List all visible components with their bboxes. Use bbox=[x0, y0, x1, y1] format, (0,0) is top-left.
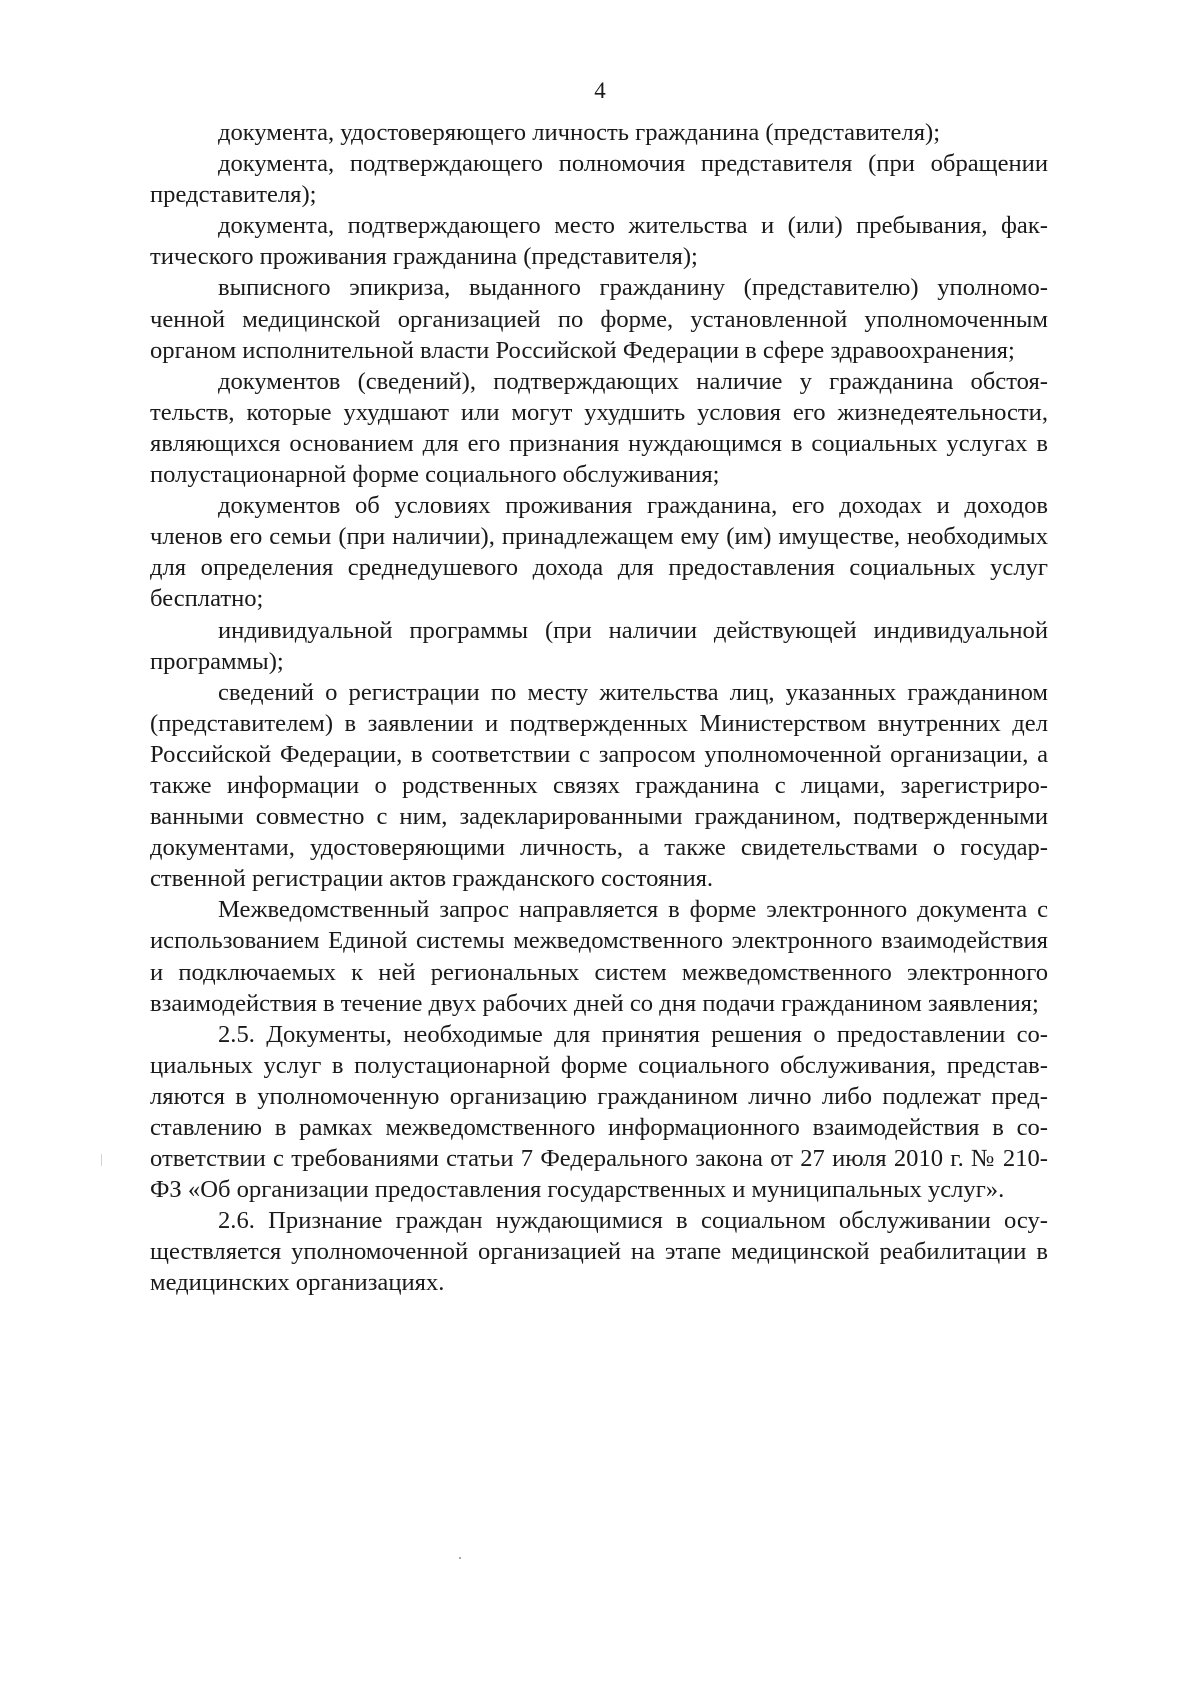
paragraph-section-2-6: 2.6. Признание граждан нуждающимися в социальном обслуживании осуществляется уполномоченной организацией на этапе медицинской реабилитации в медицинских организациях. bbox=[150, 1207, 1048, 1297]
scan-speck bbox=[459, 1557, 461, 1559]
paragraph-interagency-request: Межведомственный запрос направляется в форме электронного документа с использованием Единой системы межведомственного электронного взаимодействия и подключаемых к ней региональных систем межведомственного электронного взаимодействия в течение двух рабочих дней со дня подачи гражданином заявления; bbox=[150, 896, 1048, 1017]
paragraph-section-2-5: 2.5. Документы, необходимые для принятия решения о предоставлении социальных услуг в полустационарной форме социального обслуживания, представляются в уполномоченную организацию гражданином лично либо подлежат представлению в рамках межведомственного информационного взаимодействия в соответствии с требованиями статьи 7 Федерального закона от 27 июля 2010 г. № 210-ФЗ «Об организации предоставления государственных и муниципальных услуг». bbox=[150, 1020, 1048, 1204]
document-body bbox=[150, 117, 1048, 1299]
paragraph-registration-info: сведений о регистрации по месту жительства лиц, указанных гражданином (представителем) в заявлении и подтвержденных Министерством внутренних дел Российской Федерации, в соответствии с запросом уполномоченной организации, а также информации о родственных связях гражданина с лицами, зарегистрированными совместно с ним, задекларированными гражданином, подтвержденными документами, удостоверяющими личность, а также свидетельствами о государственной регистрации актов гражданского состояния. bbox=[150, 678, 1048, 893]
paragraph-representative-authority: документа, подтверждающего полномочия представителя (при обращении представителя); bbox=[150, 150, 1048, 209]
paragraph-identity-document: документа, удостоверяющего личность гражданина (представителя); bbox=[218, 119, 941, 146]
scan-speck bbox=[101, 1154, 102, 1166]
paragraph-individual-program: индивидуальной программы (при наличии действующей индивидуальной программы); bbox=[150, 616, 1048, 675]
paragraph-discharge-summary: выписного эпикриза, выданного гражданину (представителю) уполномоченной медицинской организацией по форме, установленной уполномоченным органом исполнительной власти Российской Федерации в сфере здравоохранения; bbox=[150, 274, 1048, 364]
paragraph-income-documents: документов об условиях проживания гражданина, его доходах и доходов членов его семьи (при наличии), принадлежащем ему (им) имуществе, необходимых для определения среднедушевого дохода для предоставления социальных услуг бесплатно; bbox=[150, 492, 1048, 613]
paragraph-residence-document: документа, подтверждающего место жительства и (или) пребывания, фактического проживания гражданина (представителя); bbox=[150, 212, 1048, 271]
page-number: 4 bbox=[594, 78, 606, 103]
paragraph-circumstances-documents: документов (сведений), подтверждающих наличие у гражданина обстоятельств, которые ухудшают или могут ухудшить условия его жизнедеятельности, являющихся основанием для его признания нуждающимся в социальных услугах в полустационарной форме социального обслуживания; bbox=[150, 367, 1048, 489]
